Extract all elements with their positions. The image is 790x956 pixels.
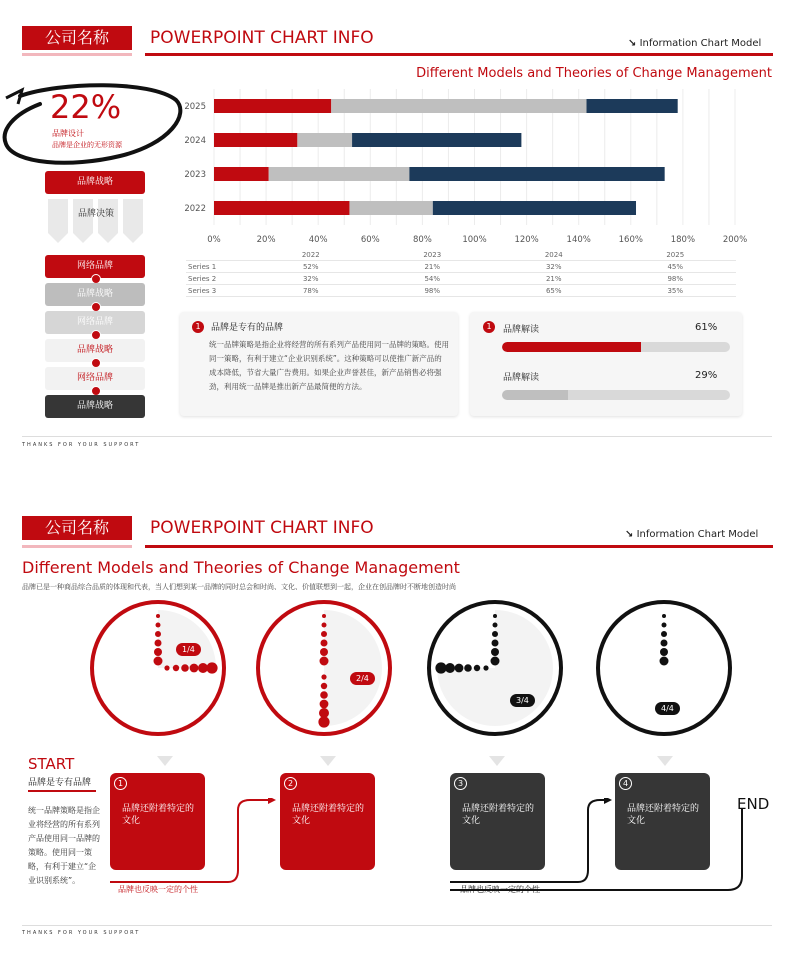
table-row-label: Series 2 xyxy=(186,273,250,285)
progress-value: 61% xyxy=(695,322,718,333)
progress-dot xyxy=(155,631,161,637)
x-tick-label: 20% xyxy=(256,235,276,245)
progress-dot xyxy=(455,664,464,673)
bar-segment xyxy=(214,99,331,113)
table-header-row xyxy=(186,249,736,261)
bar-segment xyxy=(214,133,297,147)
stat-percent: 22% xyxy=(50,88,122,126)
progress-dot xyxy=(493,614,497,618)
header-info-text: Information Chart Model xyxy=(639,38,762,49)
down-arrow-icon xyxy=(489,756,505,766)
stat-label: 品牌设计 xyxy=(52,129,84,138)
x-tick-label: 40% xyxy=(308,235,328,245)
x-tick-label: 80% xyxy=(412,235,432,245)
step-number: 1 xyxy=(114,777,127,790)
progress-dot xyxy=(156,614,160,618)
progress-dot xyxy=(155,640,162,647)
table-cell: 78% xyxy=(250,285,372,297)
table-row xyxy=(186,285,736,297)
panel-body: 统一品牌策略是指企业将经营的所有系列产品使用同一品牌的策略。使用同一策略，有利于建立“企业识别系统”。这种策略可以使推广新产品的成本降低，节省大量广告费用。如果企业声誉甚佳，新产品销售必将强劲，利用统一品牌是推出新产品最简便的方法。 xyxy=(209,340,449,391)
progress-dot xyxy=(662,614,666,618)
progress-panel xyxy=(470,312,742,416)
x-tick-label: 120% xyxy=(514,235,539,245)
progress-dot xyxy=(320,691,328,699)
progress-dot xyxy=(492,640,499,647)
caption-2: 品牌也反映一定的个性 xyxy=(460,885,540,894)
arrow-head-icon xyxy=(268,798,276,804)
step-text: 品牌还附着特定的文化 xyxy=(122,804,195,826)
progress-dot xyxy=(491,648,499,656)
bar-segment xyxy=(214,201,349,215)
end-label: END xyxy=(737,795,770,813)
header-title: POWERPOINT CHART INFO xyxy=(150,28,374,48)
y-category-label: 2022 xyxy=(184,204,206,214)
bar-segment xyxy=(297,133,352,147)
table-row-label: Series 3 xyxy=(186,285,250,297)
connector-arrow-2 xyxy=(450,800,604,882)
progress-dot xyxy=(491,657,500,666)
table-cell: 32% xyxy=(250,273,372,285)
progress-dot xyxy=(320,648,328,656)
x-tick-label: 140% xyxy=(566,235,591,245)
progress-dot xyxy=(493,623,498,628)
progress-dot xyxy=(474,665,480,671)
footer-line xyxy=(22,436,772,437)
progress-dot xyxy=(320,657,329,666)
table-row xyxy=(186,273,736,285)
header-info-text: Information Chart Model xyxy=(636,529,759,540)
progress-dot xyxy=(322,614,326,618)
header-title: POWERPOINT CHART INFO xyxy=(150,518,374,538)
x-tick-label: 100% xyxy=(462,235,487,245)
start-title: 品牌是专有品牌 xyxy=(28,778,92,788)
bar-segment xyxy=(433,201,636,215)
page-subtitle: 品牌已是一种商品综合品质的体现和代表，当人们想到某一品牌的同时总会和时尚、文化、价值联想到一起，企业在创品牌时不断地创造时尚 xyxy=(22,583,456,591)
bar-segment xyxy=(352,133,521,147)
connector-end xyxy=(450,808,742,890)
progress-dot xyxy=(483,665,488,670)
bar-segment xyxy=(214,167,269,181)
progress-dot xyxy=(320,700,329,709)
table-header: 2022 xyxy=(250,249,372,261)
down-arrow-icon xyxy=(657,756,673,766)
y-category-label: 2025 xyxy=(184,102,206,112)
step-number: 4 xyxy=(619,777,632,790)
company-badge: 公司名称 xyxy=(22,516,132,540)
progress-dot xyxy=(154,657,163,666)
table-cell: 65% xyxy=(493,285,615,297)
progress-dot xyxy=(322,623,327,628)
progress-dot xyxy=(660,648,668,656)
step-text: 品牌还附着特定的文化 xyxy=(462,804,535,826)
table-cell: 98% xyxy=(372,285,494,297)
table-cell: 32% xyxy=(493,261,615,273)
progress-label: 品牌解读 xyxy=(503,325,540,335)
progress-dot xyxy=(321,683,327,689)
progress-dot xyxy=(154,648,162,656)
sidebar-item-brand-strategy[interactable]: 品牌战略 xyxy=(45,283,145,306)
progress-label: 品牌解读 xyxy=(503,373,540,383)
header-info xyxy=(625,529,758,540)
sidebar-top-button[interactable]: 品牌战略 xyxy=(45,171,145,194)
circle-tag-3: 3/4 xyxy=(510,694,535,707)
chart-title: Different Models and Theories of Change Management xyxy=(416,66,772,81)
step-text: 品牌还附着特定的文化 xyxy=(292,804,365,826)
progress-circles xyxy=(0,598,790,758)
table-header: 2024 xyxy=(493,249,615,261)
x-tick-label: 0% xyxy=(207,235,221,245)
connector-arrow-1 xyxy=(110,800,268,882)
progress-wedge xyxy=(158,610,216,668)
number-badge: 1 xyxy=(483,321,495,333)
table-header: 2025 xyxy=(615,249,737,261)
progress-bar-fill xyxy=(502,390,568,400)
arrow-head-icon xyxy=(604,798,612,804)
table-cell: 98% xyxy=(615,273,737,285)
progress-dot xyxy=(321,674,326,679)
circle-tag-2: 2/4 xyxy=(350,672,375,685)
progress-value: 29% xyxy=(695,370,718,381)
progress-dot xyxy=(662,623,667,628)
company-badge: 公司名称 xyxy=(22,26,132,50)
x-tick-label: 160% xyxy=(618,235,643,245)
arrow-down-right-icon: ↘ xyxy=(625,529,634,540)
progress-dot xyxy=(318,716,329,727)
progress-dot xyxy=(164,665,169,670)
bar-segment xyxy=(409,167,664,181)
table-cell: 45% xyxy=(615,261,737,273)
progress-dot xyxy=(661,640,668,647)
progress-dot xyxy=(321,640,328,647)
circle-tag-1: 1/4 xyxy=(176,643,201,656)
sidebar-item-brand-strategy-3[interactable]: 品牌战略 xyxy=(45,395,145,418)
progress-dot xyxy=(190,664,199,673)
start-divider xyxy=(28,790,96,792)
progress-dot xyxy=(156,623,161,628)
step-text: 品牌还附着特定的文化 xyxy=(627,804,700,826)
panel-title: 品牌是专有的品牌 xyxy=(211,323,284,333)
arrow-down-right-icon: ↘ xyxy=(628,38,637,49)
down-arrow-icon xyxy=(320,756,336,766)
number-badge: 1 xyxy=(192,321,204,333)
step-number: 3 xyxy=(454,777,467,790)
stat-sub: 品牌是企业的无形资源 xyxy=(52,141,122,149)
progress-dot xyxy=(492,631,498,637)
table-cell: 52% xyxy=(250,261,372,273)
sidebar-item-network-brand[interactable]: 网络品牌 xyxy=(45,255,145,278)
sidebar-item-network-brand-2[interactable]: 网络品牌 xyxy=(45,311,145,334)
header-line xyxy=(145,545,773,548)
step-number: 2 xyxy=(284,777,297,790)
header-line-accent xyxy=(22,53,132,56)
progress-bar xyxy=(502,390,730,400)
footer-text: THANKS FOR YOUR SUPPORT xyxy=(22,442,141,448)
progress-dot xyxy=(464,664,472,672)
start-label: START xyxy=(28,755,75,773)
slide-2 xyxy=(0,478,790,956)
footer-text: THANKS FOR YOUR SUPPORT xyxy=(22,930,141,936)
header-line xyxy=(145,53,773,56)
footer-line xyxy=(22,925,772,926)
y-category-label: 2023 xyxy=(184,170,206,180)
bar-segment xyxy=(269,167,410,181)
text-panel xyxy=(180,312,458,416)
progress-dot xyxy=(435,662,446,673)
data-table xyxy=(186,249,736,297)
table-cell: 35% xyxy=(615,285,737,297)
progress-dot xyxy=(206,662,217,673)
page-title: Different Models and Theories of Change Management xyxy=(22,558,460,577)
header-line-accent xyxy=(22,545,132,548)
progress-dot xyxy=(181,664,189,672)
bar-segment xyxy=(331,99,586,113)
progress-bar xyxy=(502,342,730,352)
progress-dot xyxy=(661,631,667,637)
arrow-chevrons xyxy=(45,197,145,247)
sidebar-item-brand-strategy-2[interactable]: 品牌战略 xyxy=(45,339,145,362)
header-info xyxy=(628,38,761,49)
table-row-label: Series 1 xyxy=(186,261,250,273)
table-cell: 21% xyxy=(372,261,494,273)
table-row xyxy=(186,261,736,273)
caption-1: 品牌也反映一定的个性 xyxy=(118,885,198,894)
circle-tag-4: 4/4 xyxy=(655,702,680,715)
down-arrow-icon xyxy=(157,756,173,766)
x-tick-label: 60% xyxy=(360,235,380,245)
sidebar-item-network-brand-3[interactable]: 网络品牌 xyxy=(45,367,145,390)
bar-segment xyxy=(587,99,678,113)
bar-segment xyxy=(349,201,432,215)
y-category-label: 2024 xyxy=(184,136,206,146)
stacked-bar-chart xyxy=(180,85,760,255)
table-header: 2023 xyxy=(372,249,494,261)
table-cell: 54% xyxy=(372,273,494,285)
progress-dot xyxy=(321,631,327,637)
table-cell: 21% xyxy=(493,273,615,285)
progress-dot xyxy=(173,665,179,671)
x-tick-label: 180% xyxy=(670,235,696,245)
progress-dot xyxy=(660,657,669,666)
start-body: 统一品牌策略是指企业将经营的所有系列产品使用同一品牌的策略。使用同一策略，有利于建立“企业识别系统”。 xyxy=(28,806,100,885)
sidebar-decision: 品牌决策 xyxy=(78,209,115,219)
progress-bar-fill xyxy=(502,342,641,352)
x-tick-label: 200% xyxy=(722,235,748,245)
